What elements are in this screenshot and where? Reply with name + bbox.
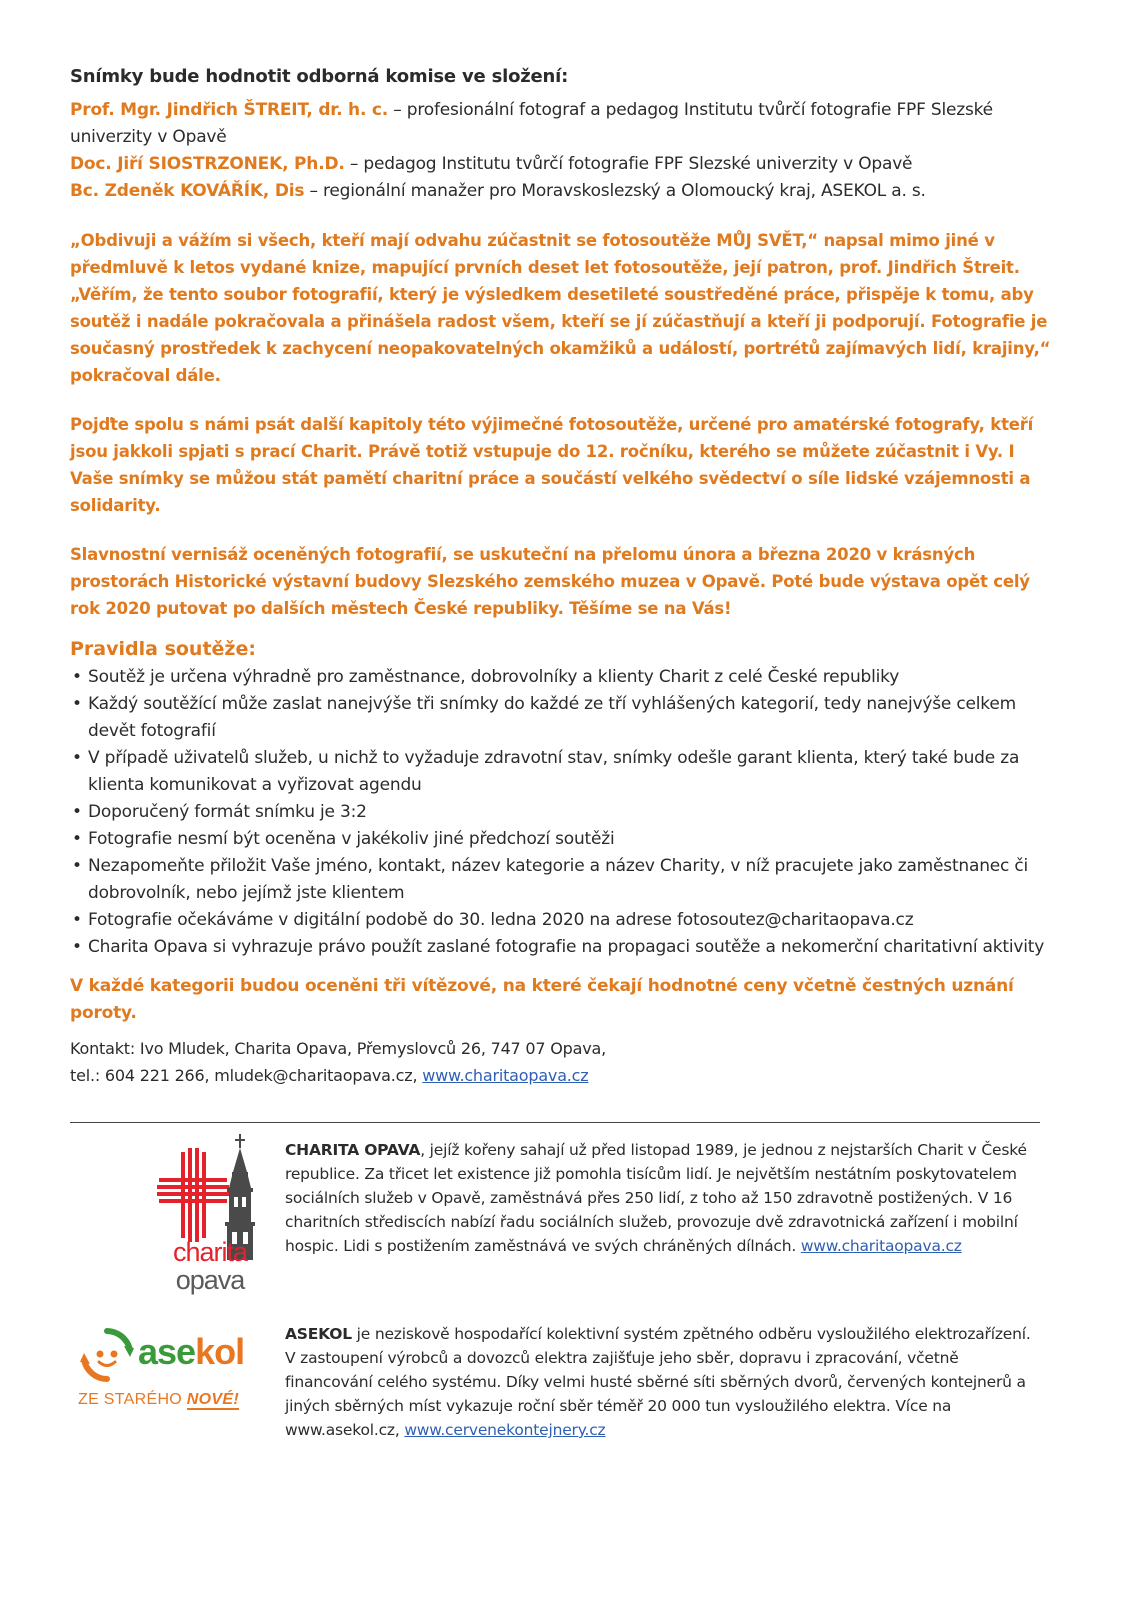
rule-text: Fotografie očekáváme v digitální podobě do 30. ledna 2020 na adrese fotosoutez@charitaopava.cz <box>88 910 914 930</box>
bullet-icon: • <box>72 829 82 849</box>
charita-logo-word: charita <box>172 1237 248 1267</box>
opava-logo-word: opava <box>175 1265 245 1295</box>
cervenekontejnery-link[interactable]: www.cervenekontejnery.cz <box>404 1421 606 1439</box>
list-item <box>70 853 1060 907</box>
rules-title: Pravidla soutěže: <box>70 638 256 660</box>
rule-text: Každý soutěžící může zaslat nanejvýše tři snímky do každé ze tří vyhlášených kategorií, tedy nanejvýše celkem devět fotografií <box>88 694 1016 741</box>
invite-paragraph: Pojďte spolu s námi psát další kapitoly této výjimečné fotosoutěže, určené pro amatérské fotografy, kteří jsou jakkoli spjati s prací Charit. Právě totiž vstupuje do 12. ročníku, kterého se můžete zúčastnit i Vy. I Vaše snímky se můžou stát pamětí charitní práce a součástí velkého svědectví o síle lidské vzájemnosti a solidarity. <box>70 415 1034 515</box>
contact-line: tel.: 604 221 266, mludek@charitaopava.cz, <box>70 1066 423 1085</box>
quote-paragraph: „Obdivuji a vážím si všech, kteří mají odvahu zúčastnit se fotosoutěže MŮJ SVĚT,“ napsal mimo jiné v předmluvě k letos vydané knize, mapující prvních deset let fotosoutěže, její patron, prof. Jindřich Štreit. „Věřím, že tento soubor fotografií, který je výsledkem desetileté soustředěné práce, přispěje k tomu, aby soutěž i nadále pokračovala a přinášela radost všem, kteří se jí zúčastňují a kteří ji podporují. Fotografie je současný prostředek k zachycení neopakovatelných okamžiků a událostí, portrétů zajímavých lidí, krajiny,“ pokračoval dále. <box>70 231 1051 385</box>
list-item <box>70 934 1060 961</box>
charita-opava-logo <box>155 1132 265 1307</box>
main-content <box>70 66 1060 1089</box>
bullet-icon: • <box>72 910 82 930</box>
jury-member <box>70 97 1060 151</box>
jury-member-name: Prof. Mgr. Jindřich ŠTREIT, dr. h. c. <box>70 100 389 120</box>
rule-text: Fotografie nesmí být oceněna v jakékoliv jiné předchozí soutěži <box>88 829 615 849</box>
list-item <box>70 907 1060 934</box>
list-item <box>70 799 1060 826</box>
list-item <box>70 826 1060 853</box>
bullet-icon: • <box>72 802 82 822</box>
contact-line: Kontakt: Ivo Mludek, Charita Opava, Přemyslovců 26, 747 07 Opava, <box>70 1039 606 1058</box>
rule-text: Doporučený formát snímku je 3:2 <box>88 802 367 822</box>
jury-member <box>70 178 1060 205</box>
jury-member-desc: – pedagog Institutu tvůrčí fotografie FPF Slezské univerzity v Opavě <box>344 154 913 174</box>
charita-website-link[interactable]: www.charitaopava.cz <box>422 1066 589 1085</box>
jury-member-name: Bc. Zdeněk KOVÁŘÍK, Dis <box>70 181 305 201</box>
asekol-logo-word: asekol <box>138 1331 245 1372</box>
list-item <box>70 745 1060 799</box>
rule-text: Charita Opava si vyhrazuje právo použít zaslané fotografie na propagaci soutěže a nekomerční charitativní aktivity <box>88 937 1045 957</box>
bullet-icon: • <box>72 937 82 957</box>
charita-description <box>285 1138 1045 1258</box>
bullet-icon: • <box>72 748 82 768</box>
award-paragraph: V každé kategorii budou oceněni tři vítězové, na které čekají hodnotné ceny včetně čestných uznání poroty. <box>70 976 1014 1023</box>
contact-block <box>70 1035 1060 1089</box>
rule-text: Nezapomeňte přiložit Vaše jméno, kontakt, název kategorie a název Charity, v níž pracujete jako zaměstnanec či dobrovolník, nebo jejímž jste klientem <box>88 856 1029 903</box>
rule-text: V případě uživatelů služeb, u nichž to vyžaduje zdravotní stav, snímky odešle garant klienta, který také bude za klienta komunikovat a vyřizovat agendu <box>88 748 1020 795</box>
divider <box>70 1122 1040 1123</box>
asekol-description <box>285 1322 1045 1442</box>
list-item <box>70 664 1060 691</box>
jury-member-desc: – profesionální fotograf a pedagog Institutu tvůrčí fotografie FPF Slezské univerzity v Opavě <box>70 100 993 147</box>
bullet-icon: • <box>72 856 82 876</box>
bullet-icon: • <box>72 667 82 687</box>
rules-list <box>70 664 1060 961</box>
rule-text: Soutěž je určena výhradně pro zaměstnance, dobrovolníky a klienty Charit z celé České republiky <box>88 667 900 687</box>
charita-name: CHARITA OPAVA <box>285 1141 421 1159</box>
asekol-logo <box>78 1326 263 1418</box>
jury-title: Snímky bude hodnotit odborná komise ve složení: <box>70 66 569 87</box>
vernissage-paragraph: Slavnostní vernisáž oceněných fotografií, se uskuteční na přelomu února a března 2020 v krásných prostorách Historické výstavní budovy Slezského zemského muzea v Opavě. Poté bude výstava opět celý rok 2020 putovat po dalších městech České republiky. Těšíme se na Vás! <box>70 545 1030 618</box>
asekol-text: je neziskově hospodařící kolektivní systém zpětného odběru vysloužilého elektrozařízení. V zastoupení výrobců a dovozců elektra zajišťuje jeho sběr, dopravu i zpracování, včetně financování celého systému. Díky velmi husté sběrné síti sběrných dvorů, červených kontejnerů a jiných sběrných míst vykazuje roční sběr téměř 20 000 tun vysloužilého elektra. Více na www.asekol.cz, <box>285 1325 1031 1439</box>
jury-member-desc: – regionální manažer pro Moravskoslezský a Olomoucký kraj, ASEKOL a. s. <box>304 181 926 201</box>
asekol-slogan: ZE STARÉHO NOVÉ! <box>78 1391 239 1408</box>
jury-member <box>70 151 1060 178</box>
charita-text: , jejíž kořeny sahají už před listopad 1989, je jednou z nejstarších Charit v České republice. Za třicet let existence již pomohla tisícům lidí. Je největším nestátním poskytovatelem sociálních služeb v Opavě, zaměstnává přes 250 lidí, z toho až 150 zdravotně postižených. V 16 charitních střediscích nabízí řadu sociálních služeb, provozuje dvě zdravotnická zařízení i mobilní hospic. Lidi s postižením zaměstnává ve svých chráněných dílnách. <box>285 1141 1027 1255</box>
charita-cross-icon <box>157 1148 229 1242</box>
recycle-smile-icon <box>78 1326 136 1384</box>
bullet-icon: • <box>72 694 82 714</box>
jury-member-name: Doc. Jiří SIOSTRZONEK, Ph.D. <box>70 154 345 174</box>
asekol-name: ASEKOL <box>285 1325 352 1343</box>
charita-link[interactable]: www.charitaopava.cz <box>800 1237 962 1255</box>
list-item <box>70 691 1060 745</box>
